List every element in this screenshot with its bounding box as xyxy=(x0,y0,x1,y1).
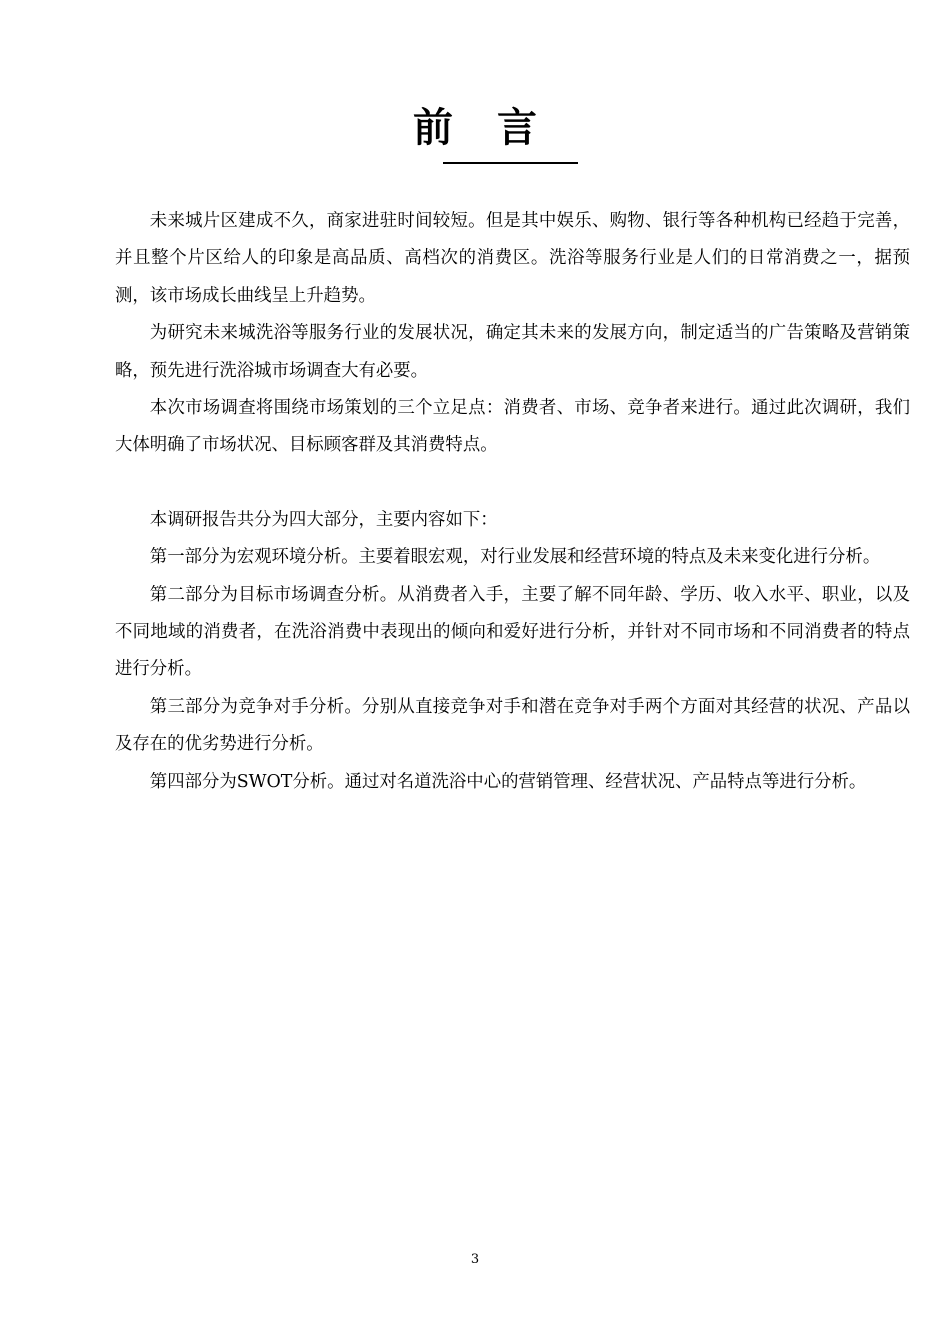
section-summary-part-1: 第一部分为宏观环境分析。主要着眼宏观，对行业发展和经营环境的特点及未来变化进行分析。 xyxy=(149,547,881,568)
document-body xyxy=(115,203,910,801)
structure-intro: 本调研报告共分为四大部分，主要内容如下： xyxy=(149,509,498,530)
section-summary-part-3: 第三部分为竞争对手分析。分别从直接竞争对手和潜在竞争对手两个方面对其经营的状况、产品以及存在的优劣势进行分析。 xyxy=(115,696,910,755)
intro-paragraph: 为研究未来城洗浴等服务行业的发展状况，确定其未来的发展方向，制定适当的广告策略及营销策略，预先进行洗浴城市场调查大有必要。 xyxy=(115,323,910,381)
page-number: 3 xyxy=(470,1252,480,1267)
page-title: 前言 xyxy=(413,104,581,151)
paragraph-spacer xyxy=(115,465,910,502)
section-summary-part-4: 第四部分为SWOT分析。通过对名道洗浴中心的营销管理、经营状况、产品特点等进行分析。 xyxy=(149,771,867,792)
title-underline xyxy=(443,162,578,164)
intro-paragraph: 本次市场调查将围绕市场策划的三个立足点：消费者、市场、竞争者来进行。通过此次调研，我们大体明确了市场状况、目标顾客群及其消费特点。 xyxy=(115,398,910,456)
intro-paragraph: 未来城片区建成不久，商家进驻时间较短。但是其中娱乐、购物、银行等各种机构已经趋于完善，并且整个片区给人的印象是高品质、高档次的消费区。洗浴等服务行业是人们的日常消费之一，据预测，该市场成长曲线呈上升趋势。 xyxy=(115,211,910,306)
section-summary-part-2: 第二部分为目标市场调查分析。从消费者入手，主要了解不同年龄、学历、收入水平、职业，以及不同地域的消费者，在洗浴消费中表现出的倾向和爱好进行分析，并针对不同市场和不同消费者的特点进行分析。 xyxy=(115,584,910,680)
